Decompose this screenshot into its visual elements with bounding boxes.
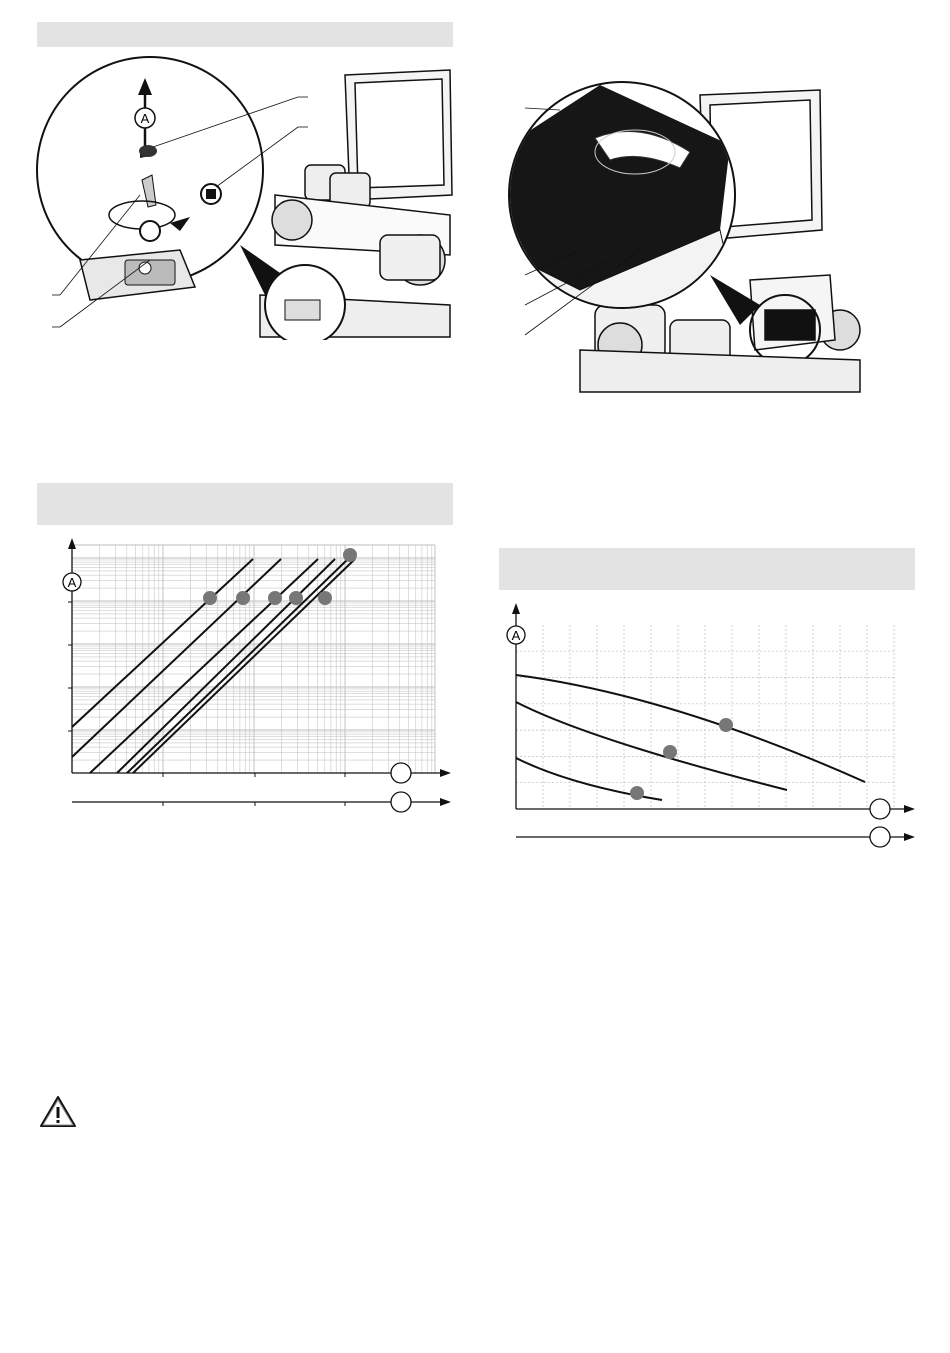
x-axis-secondary-marker [870, 827, 890, 847]
section-header-1 [37, 22, 453, 47]
series-curve [516, 702, 787, 790]
series-marker [236, 591, 250, 605]
valve-detail-illustration [30, 55, 460, 340]
series-line [90, 559, 318, 773]
x-axis-marker [870, 799, 890, 819]
series-marker [203, 591, 217, 605]
y-axis-label: A [67, 575, 77, 590]
series-marker [343, 548, 357, 562]
series-marker [719, 718, 733, 732]
x-axis-marker [391, 763, 411, 783]
series-marker [268, 591, 282, 605]
x-axis-secondary-marker [391, 792, 411, 812]
series-marker [289, 591, 303, 605]
section-header-3 [499, 548, 915, 590]
chart-loglog [55, 535, 455, 820]
series-marker [630, 786, 644, 800]
stop-square-icon [201, 184, 221, 204]
warning-triangle-icon [38, 1094, 78, 1130]
series-line [117, 559, 335, 773]
y-axis-label: A [511, 628, 521, 643]
section-header-2 [37, 483, 453, 525]
pump-selector-illustration [500, 80, 870, 395]
axis-marker-label: A [140, 111, 150, 126]
series-line [127, 559, 348, 773]
series-marker [663, 745, 677, 759]
chart-curves [500, 600, 920, 850]
series-marker [318, 591, 332, 605]
